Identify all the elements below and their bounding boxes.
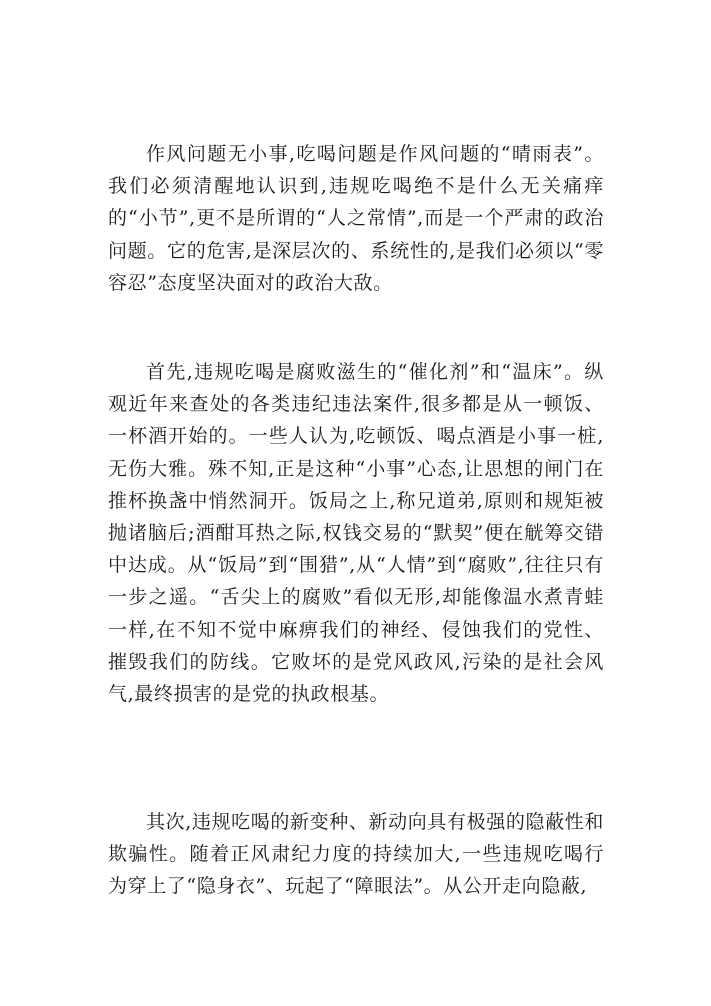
paragraph-1: 作风问题无小事,吃喝问题是作风问题的“晴雨表”。我们必须清醒地认识到,违规吃喝绝不是什么无关痛痒的“小节”,更不是所谓的“人之常情”,而是一个严肃的政治问题。它的危害,是深层次的、系统性的,是我们必须以“零容忍”态度坚决面对的政治大敌。 [108,143,604,294]
paragraph-3: 其次,违规吃喝的新变种、新动向具有极强的隐蔽性和欺骗性。随着正风肃纪力度的持续加大,一些违规吃喝行为穿上了“隐身衣”、玩起了“障眼法”。从公开走向隐蔽, [108,811,604,898]
paragraph-2: 首先,违规吃喝是腐败滋生的“催化剂”和“温床”。纵观近年来查处的各类违纪违法案件,很多都是从一顿饭、一杯酒开始的。一些人认为,吃顿饭、喝点酒是小事一桩,无伤大雅。殊不知,正是这种“小事”心态,让思想的闸门在推杯换盏中悄然洞开。饭局之上,称兄道弟,原则和规矩被抛诸脑后;酒酣耳热之际,权钱交易的“默契”便在觥筹交错中达成。从“饭局”到“围猎”,从“人情”到“腐败”,往往只有一步之遥。“舌尖上的腐败”看似无形,却能像温水煮青蛙一样,在不知不觉中麻痹我们的神经、侵蚀我们的党性、摧毁我们的防线。它败坏的是党风政风,污染的是社会风气,最终损害的是党的执政根基。 [108,361,604,706]
